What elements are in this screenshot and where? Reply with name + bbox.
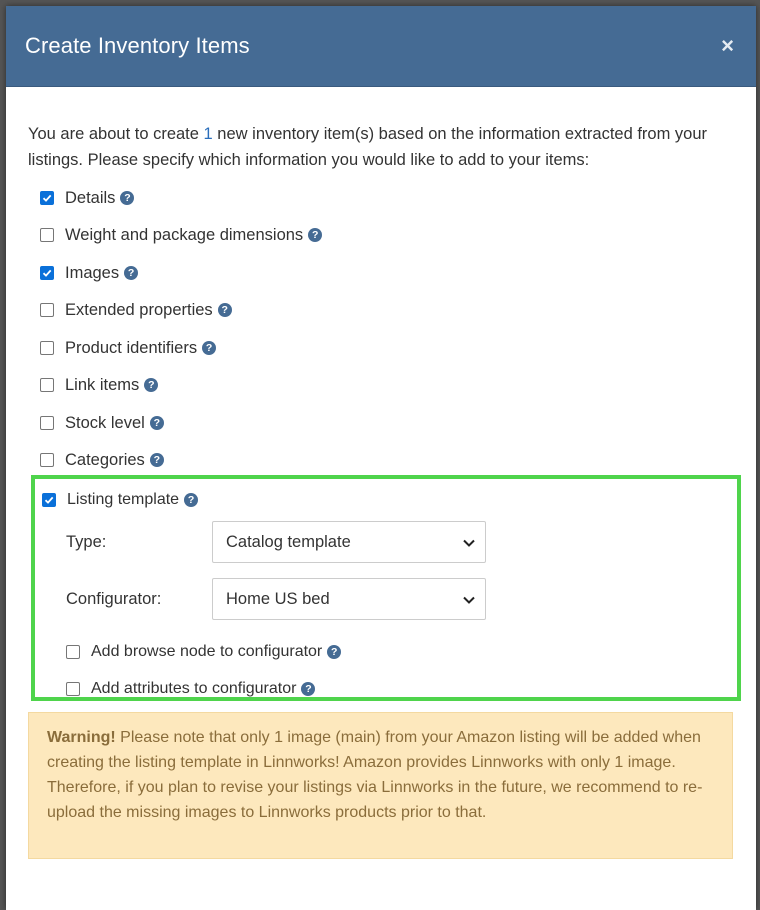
dialog-header [6,6,756,87]
option-label: Stock level [65,413,145,432]
question-circle-icon[interactable]: ? [202,341,216,355]
warning-text: Please note that only 1 image (main) from your Amazon listing will be added when creating the listing template in Linnworks! Amazon provides Linnworks with only 1 image. Therefore, if you plan to revise your listings via Linnworks in the future, we recommend to re-upload the missing images to Linnworks products prior to that. [47,729,703,821]
option-add-attributes[interactable] [35,670,315,708]
option-add-browse-node[interactable] [35,633,341,671]
type-select[interactable] [212,521,486,563]
options-list [28,179,756,479]
option-label: Images [65,263,120,282]
question-circle-icon[interactable]: ? [301,682,315,696]
configurator-value: Home US bed [226,589,330,608]
checkbox[interactable] [40,303,54,317]
warning-alert [28,712,733,859]
option-label: Extended properties [65,301,213,320]
listing-template-checkbox[interactable] [42,493,56,507]
listing-template-section [31,475,741,701]
question-circle-icon[interactable]: ? [308,228,322,242]
item-count: 1 [203,125,213,143]
close-icon[interactable]: × [721,33,734,58]
checkbox[interactable] [40,191,54,205]
checkbox[interactable] [40,378,54,392]
checkbox[interactable] [40,416,54,430]
option-label: Add attributes to configurator [91,679,297,697]
option-extended-properties[interactable] [28,292,756,330]
option-label: Link items [65,376,140,395]
checkbox[interactable] [40,266,54,280]
option-link-items[interactable] [28,367,756,405]
warning-title: Warning! [47,729,116,746]
question-circle-icon[interactable]: ? [218,303,232,317]
dialog-body [6,87,756,479]
option-listing-template[interactable] [35,481,198,519]
intro-text [28,121,718,173]
dialog-title: Create Inventory Items [25,33,250,58]
option-images[interactable] [28,254,756,292]
intro-after: new inventory item(s) based on the information extracted from your listings. Please specify which information you would like to add to your items: [28,125,708,169]
option-stock-level[interactable] [28,404,756,442]
question-circle-icon[interactable]: ? [184,493,198,507]
option-weight-dimensions[interactable] [28,217,756,255]
option-label: Product identifiers [65,338,198,357]
option-product-identifiers[interactable] [28,329,756,367]
browse-node-checkbox[interactable] [66,645,80,659]
question-circle-icon[interactable]: ? [144,378,158,392]
question-circle-icon[interactable]: ? [327,645,341,659]
chevron-down-icon [463,533,475,552]
configurator-label: Configurator: [66,589,162,608]
question-circle-icon[interactable]: ? [150,453,164,467]
type-label: Type: [66,532,107,551]
option-label: Details [65,188,116,207]
question-circle-icon[interactable]: ? [124,266,138,280]
option-label: Weight and package dimensions [65,226,304,245]
question-circle-icon[interactable]: ? [150,416,164,430]
create-inventory-items-dialog [6,6,756,910]
type-value: Catalog template [226,532,351,551]
attributes-checkbox[interactable] [66,682,80,696]
checkbox[interactable] [40,341,54,355]
checkbox[interactable] [40,228,54,242]
option-details[interactable] [28,179,756,217]
option-label: Listing template [67,490,180,508]
configurator-row [66,578,486,620]
checkbox[interactable] [40,453,54,467]
chevron-down-icon [463,590,475,609]
intro-before: You are about to create [28,125,204,143]
question-circle-icon[interactable]: ? [120,191,134,205]
option-categories[interactable] [28,442,756,480]
option-label: Categories [65,451,145,470]
type-row [66,521,486,563]
configurator-select[interactable] [212,578,486,620]
option-label: Add browse node to configurator [91,642,323,660]
